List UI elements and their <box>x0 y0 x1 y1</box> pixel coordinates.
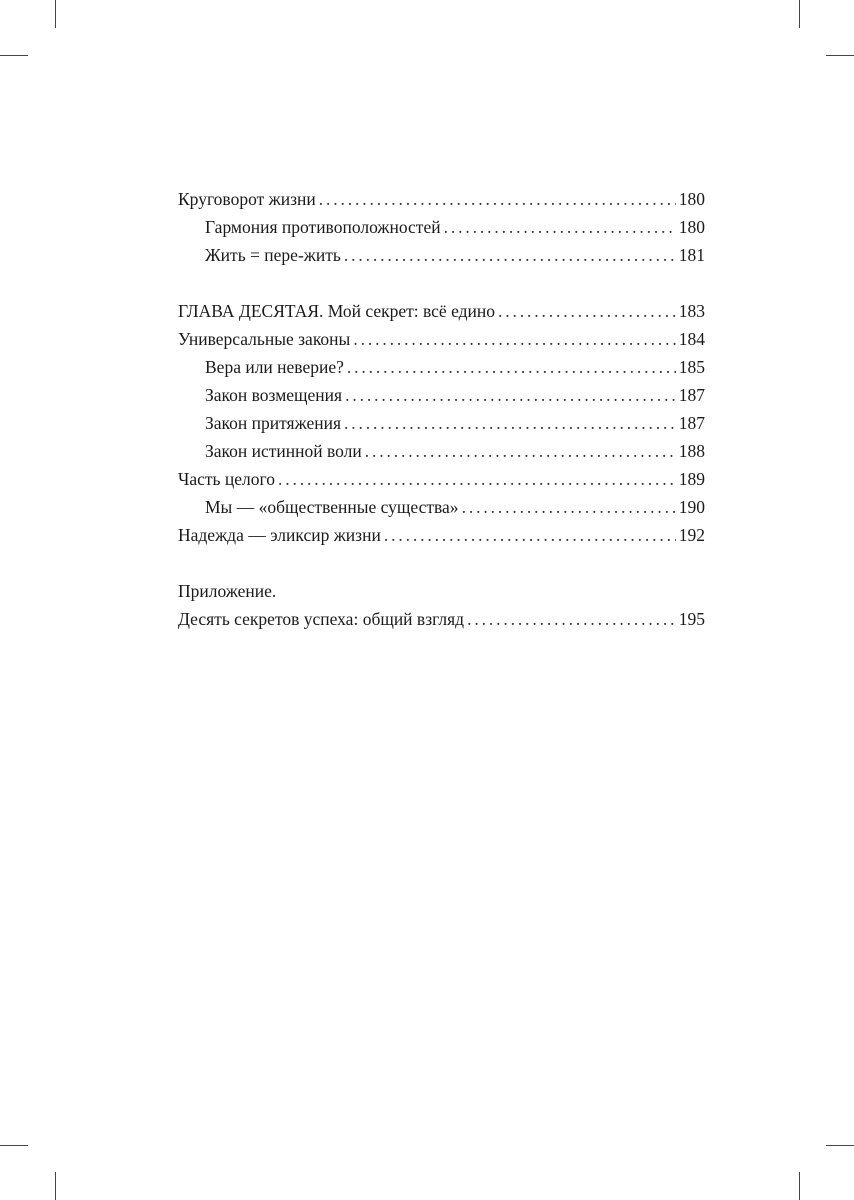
toc-entry-title: Десять секретов успеха: общий взгляд <box>178 609 465 629</box>
dot-leader <box>498 297 676 325</box>
toc-entry-title: Круговорот жизни <box>178 189 316 209</box>
dot-leader <box>344 241 676 269</box>
toc-entry <box>178 605 705 633</box>
crop-mark <box>55 1172 56 1200</box>
toc-entry-title: Гармония противоположностей <box>205 217 441 237</box>
crop-mark <box>799 0 800 28</box>
dot-leader <box>353 325 675 353</box>
toc-entry-title: Универсальные законы <box>178 329 351 349</box>
toc-entry-title: Закон истинной воли <box>205 441 362 461</box>
toc-entry-title: Вера или неверие? <box>205 357 344 377</box>
toc-entry-page: 190 <box>678 497 705 517</box>
crop-mark <box>799 1172 800 1200</box>
toc-entry-page: 189 <box>678 469 705 489</box>
toc-entry <box>178 213 705 241</box>
crop-mark <box>55 0 56 28</box>
toc-entry-title: Мы — «общественные существа» <box>205 497 459 517</box>
dot-leader <box>384 521 676 549</box>
toc-entry <box>178 437 705 465</box>
toc-entry <box>178 493 705 521</box>
dot-leader <box>345 381 676 409</box>
toc-entry-page: 188 <box>678 441 705 461</box>
toc-entry-page: 185 <box>678 357 705 377</box>
toc-entry <box>178 521 705 549</box>
crop-mark <box>0 1145 28 1146</box>
toc-entry-page: 180 <box>678 189 705 209</box>
toc-entry-page: 187 <box>678 385 705 405</box>
toc-entry-page: 195 <box>678 609 705 629</box>
appendix-heading <box>178 577 705 605</box>
appendix-heading-text: Приложение. <box>178 581 277 601</box>
toc-entry <box>178 353 705 381</box>
dot-leader <box>278 465 676 493</box>
toc-entry-title: ГЛАВА ДЕСЯТАЯ. Мой секрет: всё едино <box>178 301 495 321</box>
dot-leader <box>347 353 676 381</box>
toc-entry <box>178 381 705 409</box>
crop-mark <box>0 55 28 56</box>
toc-entry <box>178 241 705 269</box>
dot-leader <box>365 437 676 465</box>
crop-mark <box>826 55 854 56</box>
toc-entry <box>178 465 705 493</box>
dot-leader <box>319 185 676 213</box>
toc-entry-title: Часть целого <box>178 469 276 489</box>
spacer <box>178 269 705 297</box>
toc-entry <box>178 185 705 213</box>
toc-entry <box>178 409 705 437</box>
dot-leader <box>344 409 676 437</box>
toc-entry <box>178 325 705 353</box>
dot-leader <box>444 213 676 241</box>
toc-entry-page: 180 <box>678 217 705 237</box>
toc-entry-title: Закон возмещения <box>205 385 343 405</box>
toc-entry-page: 192 <box>678 525 705 545</box>
toc-entry-page: 183 <box>678 301 705 321</box>
toc-entry-page: 187 <box>678 413 705 433</box>
dot-leader <box>467 605 676 633</box>
toc-entry-title: Надежда — эликсир жизни <box>178 525 381 545</box>
table-of-contents <box>178 185 705 633</box>
crop-mark <box>826 1145 854 1146</box>
toc-entry <box>178 297 705 325</box>
toc-entry-title: Жить = пере-жить <box>205 245 341 265</box>
toc-entry-page: 181 <box>678 245 705 265</box>
dot-leader <box>462 493 676 521</box>
toc-entry-title: Закон притяжения <box>205 413 341 433</box>
spacer <box>178 549 705 577</box>
toc-entry-page: 184 <box>678 329 705 349</box>
